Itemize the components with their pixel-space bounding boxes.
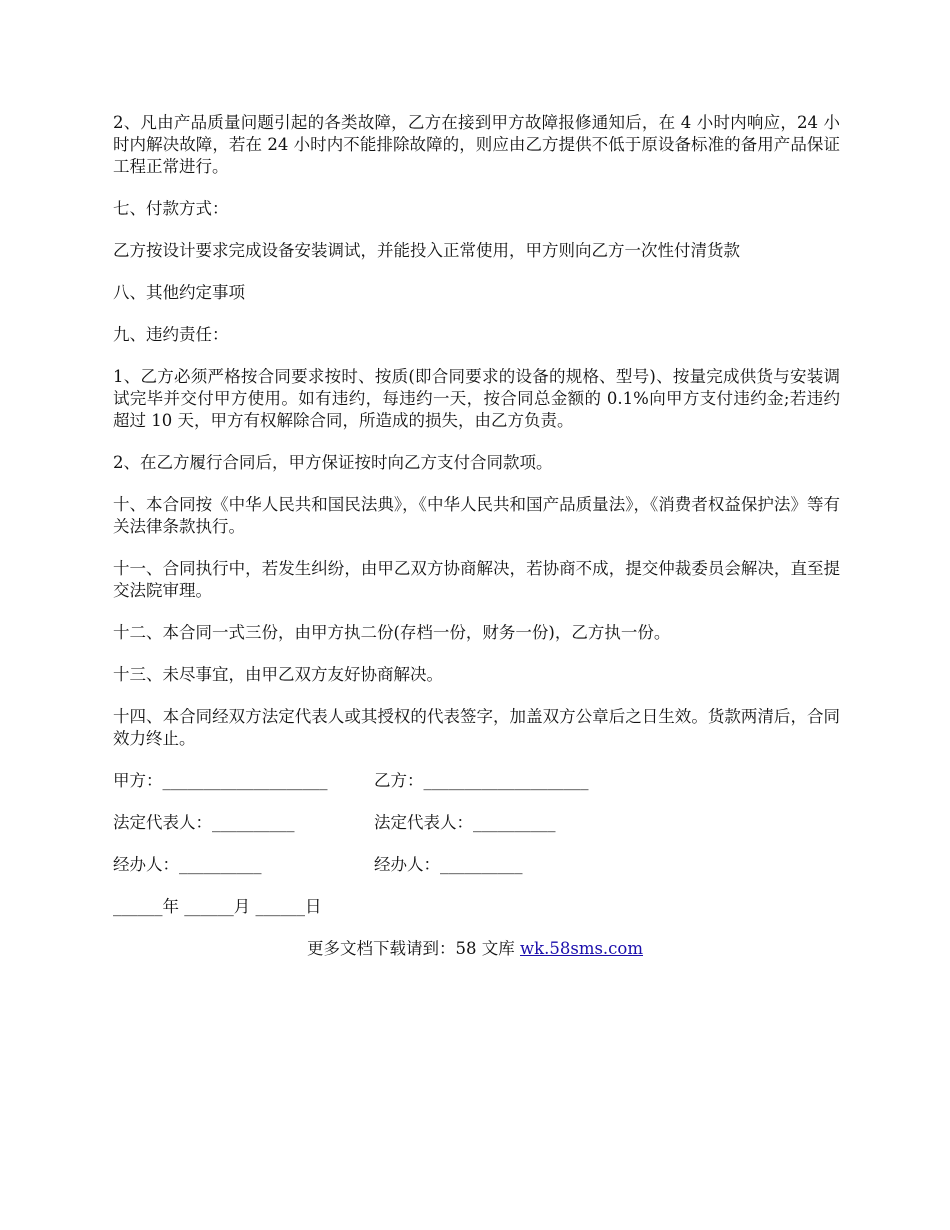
clause-liability-supplier: 1、乙方必须严格按合同要求按时、按质(即合同要求的设备的规格、型号)、按量完成供货与安装调试完毕并交付甲方使用。如有违约，每违约一天，按合同总金额的 0.1%向甲方支付违约金;若违约超过 10 天，甲方有权解除合同，所造成的损失，由乙方负责。 <box>113 367 840 430</box>
party-a-line: 甲方：____________________ <box>113 771 328 790</box>
heading-payment-method: 七、付款方式： <box>113 199 229 218</box>
footer-prefix: 更多文档下载请到：58 文库 <box>306 939 520 958</box>
clause-fault-response: 2、凡由产品质量问题引起的各类故障，乙方在接到甲方故障报修通知后，在 4 小时内响应，24 小时内解决故障，若在 24 小时内不能排除故障的，则应由乙方提供不低于原设备标准的备用产品保证工程正常进行。 <box>113 113 840 176</box>
clause-unresolved-matters: 十三、未尽事宜，由甲乙双方友好协商解决。 <box>113 665 443 684</box>
footer-download-note <box>0 938 950 960</box>
rep-a-line: 法定代表人：__________ <box>113 813 295 832</box>
signature-date-line: ______年 ______月 ______日 <box>113 897 322 916</box>
clause-disputes: 十一、合同执行中，若发生纠纷，由甲乙双方协商解决，若协商不成，提交仲裁委员会解决，直至提交法院审理。 <box>113 559 840 600</box>
clause-payment: 乙方按设计要求完成设备安装调试，并能投入正常使用，甲方则向乙方一次性付清货款 <box>113 241 740 260</box>
party-b-line: 乙方：____________________ <box>374 771 589 790</box>
clause-effectiveness: 十四、本合同经双方法定代表人或其授权的代表签字，加盖双方公章后之日生效。货款两清后，合同效力终止。 <box>113 707 840 748</box>
agent-a-line: 经办人：__________ <box>113 855 262 874</box>
rep-b-line: 法定代表人：__________ <box>374 813 556 832</box>
footer-link[interactable]: wk.58sms.com <box>519 939 643 958</box>
document-page <box>113 112 840 960</box>
heading-other-matters: 八、其他约定事项 <box>113 283 245 302</box>
signature-rep-row <box>113 812 840 834</box>
signature-agent-row <box>113 854 840 876</box>
agent-b-line: 经办人：__________ <box>374 855 523 874</box>
clause-copies: 十二、本合同一式三份，由甲方执二份(存档一份，财务一份)，乙方执一份。 <box>113 623 671 642</box>
heading-liability: 九、违约责任： <box>113 325 229 344</box>
signature-party-row <box>113 770 840 792</box>
clause-governing-law: 十、本合同按《中华人民共和国民法典》，《中华人民共和国产品质量法》，《消费者权益保护法》等有关法律条款执行。 <box>113 495 840 536</box>
clause-liability-buyer: 2、在乙方履行合同后，甲方保证按时向乙方支付合同款项。 <box>113 453 553 472</box>
